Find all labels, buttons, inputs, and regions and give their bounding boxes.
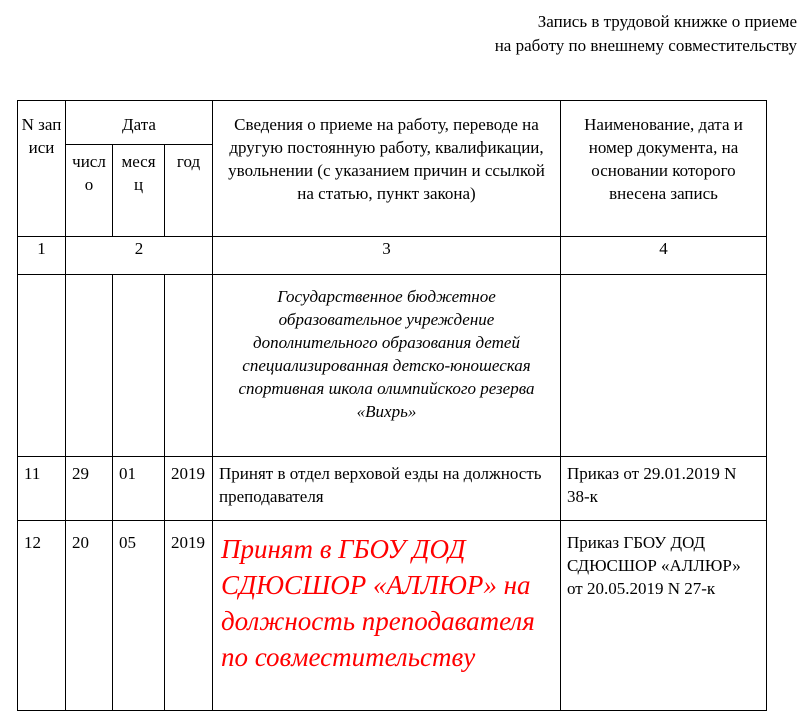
org-empty-cell: [113, 275, 165, 457]
header-row: [18, 101, 767, 145]
table-row: [18, 521, 767, 711]
column-number-2: 2: [66, 237, 213, 275]
record-number: 12: [18, 521, 66, 711]
column-number-row: [18, 237, 767, 275]
record-basis: Приказ от 29.01.2019 N 38-к: [561, 457, 767, 521]
record-day: 20: [66, 521, 113, 711]
header-day: число: [66, 145, 113, 237]
org-empty-cell: [18, 275, 66, 457]
record-day: 29: [66, 457, 113, 521]
header-info: Сведения о приеме на работу, переводе на другую постоянную работу, квалификации, увольнении (с указанием причин и ссылкой на статью, пункт закона): [213, 101, 561, 237]
column-number-3: 3: [213, 237, 561, 275]
employment-record-table: [17, 100, 767, 711]
record-basis: Приказ ГБОУ ДОД СДЮСШОР «АЛЛЮР» от 20.05.2019 N 27-к: [561, 521, 767, 711]
header-record-number: N записи: [18, 101, 66, 237]
record-number: 11: [18, 457, 66, 521]
record-info-highlighted: Принят в ГБОУ ДОД СДЮСШОР «АЛЛЮР» на должность преподавателя по совместительству: [213, 521, 561, 711]
org-empty-cell: [165, 275, 213, 457]
column-number-4: 4: [561, 237, 767, 275]
record-info: Принят в отдел верховой езды на должность преподавателя: [213, 457, 561, 521]
heading-line-1: Запись в трудовой книжке о приеме: [537, 12, 797, 31]
record-month: 01: [113, 457, 165, 521]
header-year: год: [165, 145, 213, 237]
org-empty-cell: [66, 275, 113, 457]
document-heading: [337, 10, 797, 58]
header-date: Дата: [66, 101, 213, 145]
column-number-1: 1: [18, 237, 66, 275]
table-row: [18, 457, 767, 521]
organization-name: Государственное бюджетное образовательное учреждение дополнительного образования детей специализированная детско-юношеская спортивная школа олимпийского резерва «Вихрь»: [213, 275, 561, 457]
heading-line-2: на работу по внешнему совместительству: [494, 36, 797, 55]
record-month: 05: [113, 521, 165, 711]
header-month: месяц: [113, 145, 165, 237]
organization-row: [18, 275, 767, 457]
record-year: 2019: [165, 457, 213, 521]
org-empty-cell: [561, 275, 767, 457]
record-year: 2019: [165, 521, 213, 711]
header-basis: Наименование, дата и номер документа, на основании которого внесена запись: [561, 101, 767, 237]
